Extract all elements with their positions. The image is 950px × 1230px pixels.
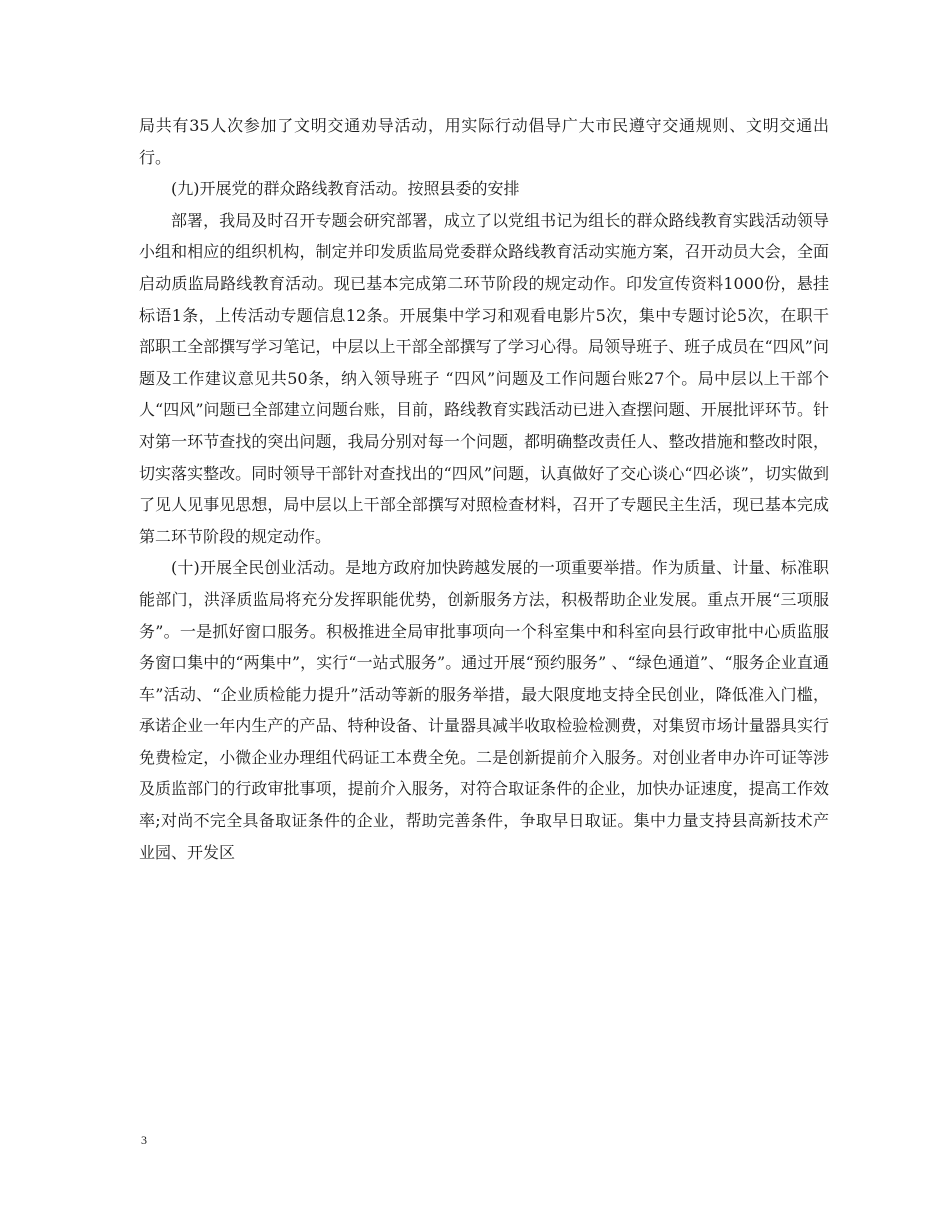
page-number: 3	[141, 1133, 147, 1147]
document-body	[139, 110, 829, 868]
paragraph-section-nine-body: 部署，我局及时召开专题会研究部署，成立了以党组书记为组长的群众路线教育实践活动领导小组和相应的组织机构，制定并印发质监局党委群众路线教育活动实施方案，召开动员大会，全面启动质监局路线教育活动。现已基本完成第二环节阶段的规定动作。印发宣传资料1000份，悬挂标语1条，上传活动专题信息12条。开展集中学习和观看电影片5次，集中专题讨论5次，在职干部职工全部撰写学习笔记，中层以上干部全部撰写了学习心得。局领导班子、班子成员在“四风”问题及工作建议意见共50条，纳入领导班子 “四风”问题及工作问题台账27个。局中层以上干部个人“四风”问题已全部建立问题台账，目前，路线教育实践活动已进入查摆问题、开展批评环节。针对第一环节查找的突出问题，我局分别对每一个问题，都明确整改责任人、整改措施和整改时限，切实落实整改。同时领导干部针对查找出的“四风”问题，认真做好了交心谈心“四必谈”，切实做到了见人见事见思想，局中层以上干部全部撰写对照检查材料，召开了专题民主生活，现已基本完成第二环节阶段的规定动作。	[139, 210, 829, 546]
paragraph-section-nine-heading: (九)开展党的群众路线教育活动。按照县委的安排	[171, 179, 520, 199]
paragraph-continuation: 局共有35人次参加了文明交通劝导活动，用实际行动倡导广大市民遵守交通规则、文明交通出行。	[139, 116, 829, 167]
paragraph-section-ten: (十)开展全民创业活动。是地方政府加快跨越发展的一项重要举措。作为质量、计量、标准职能部门，洪泽质监局将充分发挥职能优势，创新服务方法，积极帮助企业发展。重点开展“三项服务”。一是抓好窗口服务。积极推进全局审批事项向一个科室集中和科室向县行政审批中心质监服务窗口集中的“两集中”，实行“一站式服务”。通过开展“预约服务” 、“绿色通道”、“服务企业直通车”活动、“企业质检能力提升”活动等新的服务举措，最大限度地支持全民创业，降低准入门槛，承诺企业一年内生产的产品、特种设备、计量器具减半收取检验检测费，对集贸市场计量器具实行免费检定，小微企业办理组代码证工本费全免。二是创新提前介入服务。对创业者申办许可证等涉及质监部门的行政审批事项，提前介入服务，对符合取证条件的企业，加快办证速度，提高工作效率;对尚不完全具备取证条件的企业，帮助完善条件，争取早日取证。集中力量支持县高新技术产业园、开发区	[139, 558, 829, 862]
